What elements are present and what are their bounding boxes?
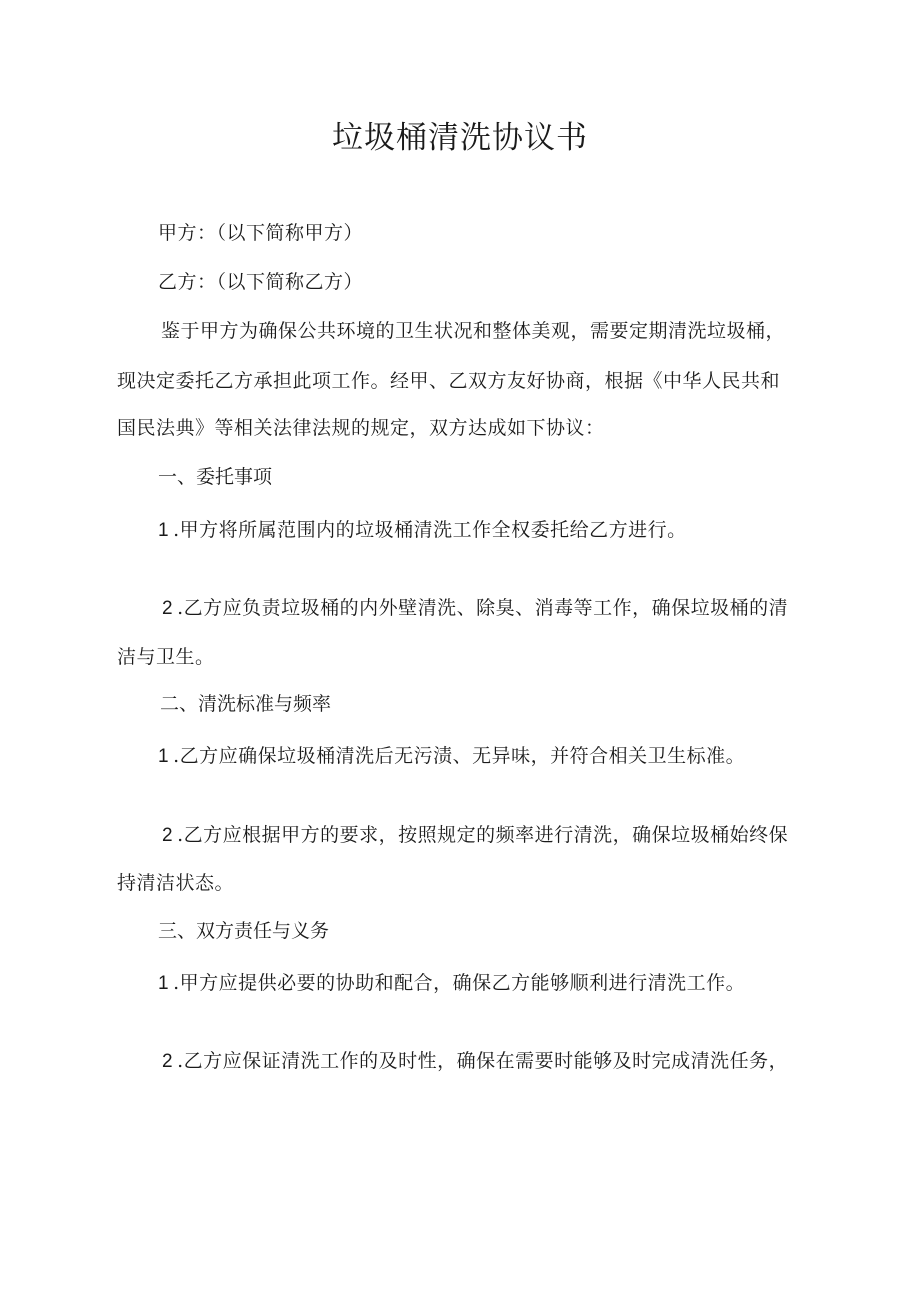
document-title: 垃圾桶清洗协议书 bbox=[332, 120, 588, 156]
section-heading: 二、清洗标准与频率 bbox=[160, 693, 332, 715]
section-heading: 三、双方责任与义务 bbox=[158, 920, 330, 942]
section-heading: 一、委托事项 bbox=[158, 466, 273, 488]
clause-text: .甲方应提供必要的协助和配合，确保乙方能够顺利进行清洗工作。 bbox=[173, 972, 746, 994]
preamble-line: 国民法典》等相关法律法规的规定，双方达成如下协议： bbox=[117, 417, 605, 439]
clause-number: 1 bbox=[158, 520, 170, 541]
clause-text: .乙方应根据甲方的要求，按照规定的频率进行清洗，确保垃圾桶始终保 bbox=[177, 824, 789, 846]
clause-line bbox=[162, 820, 788, 851]
clause-text: .乙方应确保垃圾桶清洗后无污渍、无异味，并符合相关卫生标准。 bbox=[173, 745, 746, 767]
clause-line bbox=[158, 968, 745, 999]
clause-text: .乙方应保证清洗工作的及时性，确保在需要时能够及时完成清洗任务， bbox=[177, 1050, 789, 1072]
clause-line bbox=[162, 1046, 788, 1077]
clause-number: 2 bbox=[162, 1051, 174, 1072]
clause-line bbox=[158, 515, 687, 546]
clause-line bbox=[162, 593, 788, 624]
clause-text: .乙方应负责垃圾桶的内外壁清洗、除臭、消毒等工作，确保垃圾桶的清 bbox=[177, 597, 789, 619]
clause-continuation: 持清洁状态。 bbox=[117, 872, 235, 894]
clause-number: 2 bbox=[162, 825, 174, 846]
preamble-line: 鉴于甲方为确保公共环境的卫生状况和整体美观，需要定期清洗垃圾桶， bbox=[161, 320, 786, 342]
clause-line bbox=[158, 741, 745, 772]
clause-number: 2 bbox=[162, 598, 174, 619]
clause-continuation: 洁与卫生。 bbox=[117, 646, 215, 668]
clause-number: 1 bbox=[158, 746, 170, 767]
clause-text: .甲方将所属范围内的垃圾桶清洗工作全权委托给乙方进行。 bbox=[173, 519, 687, 541]
party-b-line: 乙方：（以下简称乙方） bbox=[158, 271, 364, 293]
preamble-line: 现决定委托乙方承担此项工作。经甲、乙双方友好协商，根据《中华人民共和 bbox=[117, 370, 781, 392]
clause-number: 1 bbox=[158, 973, 170, 994]
party-a-line: 甲方：（以下简称甲方） bbox=[158, 222, 364, 244]
